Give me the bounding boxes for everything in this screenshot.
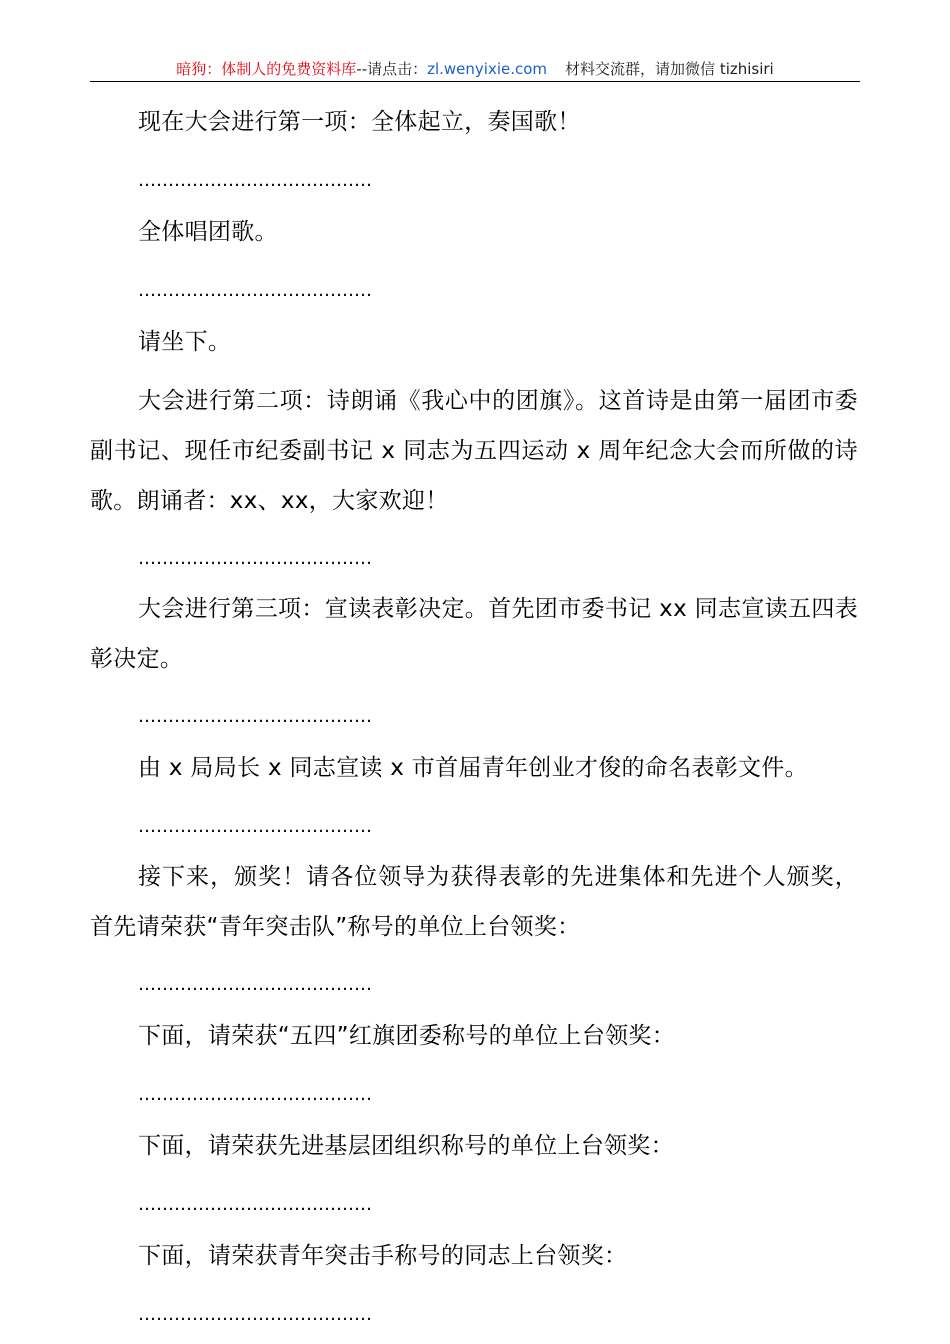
- ellipsis-line: …………………………………: [138, 706, 372, 727]
- paragraph-youth-talent-document: 由 x 局局长 x 同志宣读 x 市首届青年创业才俊的命名表彰文件。: [138, 755, 808, 781]
- ellipsis-line: …………………………………: [138, 170, 372, 191]
- paragraph-red-flag-award: 下面，请荣获“五四”红旗团委称号的单位上台领奖：: [138, 1023, 676, 1049]
- paragraph-anthem: 现在大会进行第一项：全体起立，奏国歌！: [138, 109, 581, 135]
- ellipsis-line: …………………………………: [138, 1304, 372, 1325]
- ellipsis-line: …………………………………: [138, 1194, 372, 1215]
- paragraph-award-ceremony: 接下来，颁奖！请各位领导为获得表彰的先进集体和先进个人颁奖，首先请荣获“青年突击队”称号的单位上台领奖：: [90, 864, 858, 940]
- paragraph-commendation-decision: 大会进行第三项：宣读表彰决定。首先团市委书记 xx 同志宣读五四表彰决定。: [90, 596, 858, 672]
- ellipsis-line: …………………………………: [138, 1084, 372, 1105]
- header-site-link[interactable]: zl.wenyixie.com: [427, 60, 548, 78]
- paragraph-league-song: 全体唱团歌。: [138, 219, 278, 245]
- page-header: [90, 58, 860, 80]
- paragraph-youth-pioneer-award: 下面，请荣获青年突击手称号的同志上台领奖：: [138, 1243, 628, 1269]
- document-body: [90, 96, 858, 1340]
- header-group-text: 材料交流群，请加微信 tizhisiri: [565, 60, 774, 78]
- header-divider: [90, 81, 860, 82]
- ellipsis-line: …………………………………: [138, 280, 372, 301]
- ellipsis-line: …………………………………: [138, 974, 372, 995]
- paragraph-grassroots-award: 下面，请荣获先进基层团组织称号的单位上台领奖：: [138, 1133, 674, 1159]
- paragraph-poem-recital: 大会进行第二项：诗朗诵《我心中的团旗》。这首诗是由第一届团市委副书记、现任市纪委副书记 x 同志为五四运动 x 周年纪念大会而所做的诗歌。朗诵者：xx、xx，大家欢迎！: [90, 388, 858, 514]
- ellipsis-line: …………………………………: [138, 548, 372, 569]
- ellipsis-line: …………………………………: [138, 816, 372, 837]
- header-brand: 暗狗：体制人的免费资料库: [176, 60, 357, 78]
- paragraph-sit-down: 请坐下。: [138, 329, 232, 355]
- header-click-prompt: --请点击：: [356, 60, 428, 78]
